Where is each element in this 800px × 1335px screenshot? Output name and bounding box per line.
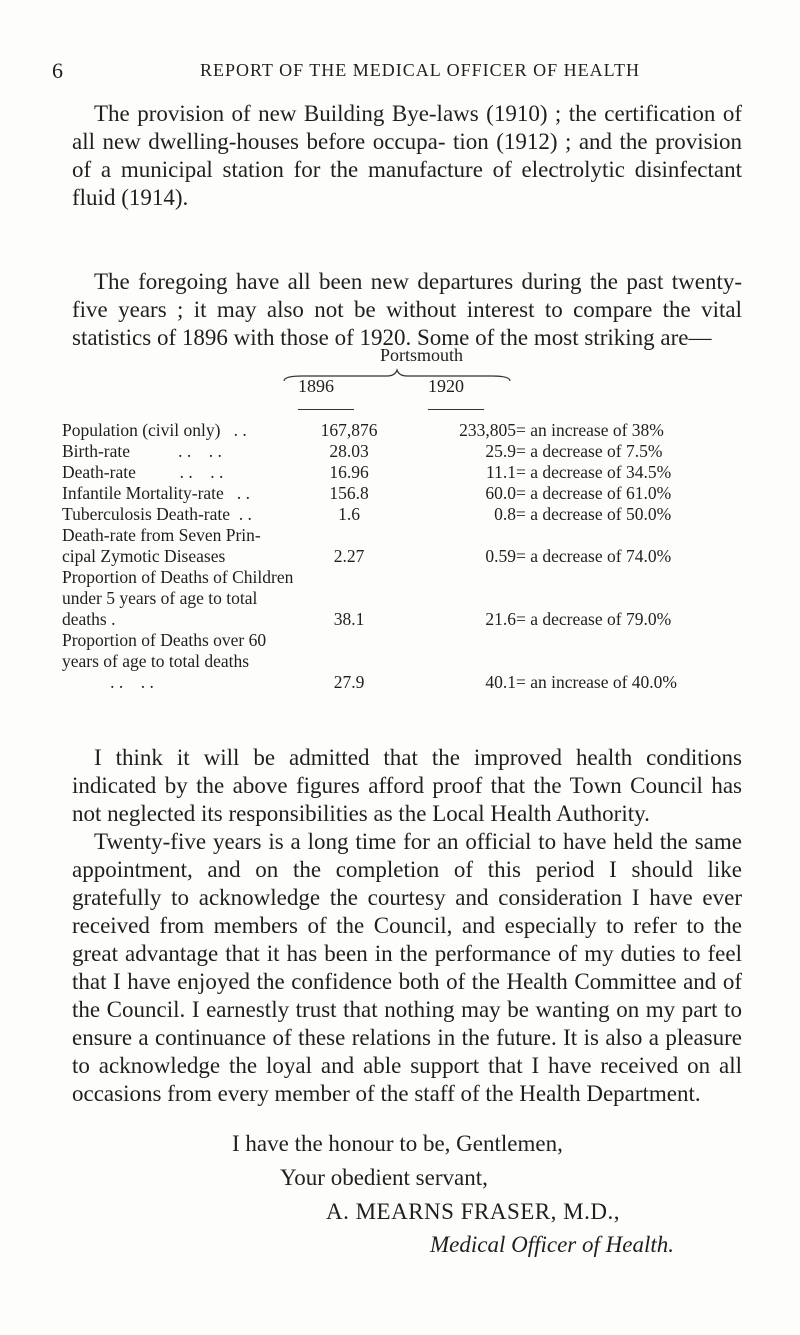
table-row bbox=[62, 420, 736, 441]
value-1920: 60.0 bbox=[485, 483, 516, 503]
table-row bbox=[62, 567, 736, 630]
paragraph-vital-statistics-intro: The foregoing have all been new departures during the past twenty-five years ; it may also not be without interest to compare the vital statistics of 1896 with those of 1920. Some of the most striking are— bbox=[72, 269, 742, 350]
row-label: Death-rate . . . . bbox=[62, 462, 224, 482]
paragraph-acknowledgement: Twenty-five years is a long time for an official to have held the same appointment, and on the completion of this period I should like gratefully to acknowledge the courtesy and consideration I have ever received from members of the Council, and especially to refer to the great advantage that it has been in the performance of my duties to feel that I have enjoyed the confidence both of the Health Committee and of the Council. I earnestly trust that nothing may be wanting on my part to ensure a continuance of these relations in the future. It is also a pleasure to acknowledge the loyal and able support that I have received on all occasions from every member of the staff of the Health Department. bbox=[72, 829, 742, 1106]
table-row bbox=[62, 504, 736, 525]
column-rule-1920 bbox=[428, 409, 484, 410]
column-rule-1896 bbox=[298, 409, 354, 410]
comparison: = a decrease of 74.0% bbox=[516, 546, 672, 566]
paragraph-improved-health: I think it will be admitted that the improved health conditions indicated by the above figures afford proof that the Town Council has not neglected its responsibilities as the Local Health Authority. bbox=[72, 745, 742, 826]
value-1896: 28.03 bbox=[329, 441, 369, 461]
value-1920: 40.1 bbox=[485, 672, 516, 692]
value-1896: 1.6 bbox=[338, 504, 360, 524]
comparison: = a decrease of 50.0% bbox=[516, 504, 672, 524]
vital-statistics-table bbox=[62, 420, 736, 693]
page-number: 6 bbox=[52, 58, 63, 83]
row-label: Population (civil only) . . bbox=[62, 420, 247, 440]
value-1920: 0.8 bbox=[494, 504, 516, 524]
column-header-1896: 1896 bbox=[298, 376, 334, 396]
comparison: = a decrease of 7.5% bbox=[516, 441, 663, 461]
table-row bbox=[62, 483, 736, 504]
table-row bbox=[62, 630, 736, 693]
row-label: Death-rate from Seven Prin- cipal Zymotic Diseases bbox=[62, 525, 261, 566]
comparison: = a decrease of 61.0% bbox=[516, 483, 672, 503]
comparison: = an increase of 38% bbox=[516, 420, 664, 440]
column-header-1920: 1920 bbox=[428, 376, 464, 396]
value-1896: 38.1 bbox=[333, 609, 365, 629]
running-header: REPORT OF THE MEDICAL OFFICER OF HEALTH bbox=[200, 60, 640, 80]
value-1920: 25.9 bbox=[485, 441, 516, 461]
comparison: = an increase of 40.0% bbox=[516, 672, 677, 692]
value-1920: 11.1 bbox=[486, 462, 516, 482]
value-1896: 27.9 bbox=[333, 672, 365, 692]
value-1896: 156.8 bbox=[329, 483, 369, 503]
row-label: Tuberculosis Death-rate . . bbox=[62, 504, 252, 524]
value-1920: 0.59 bbox=[485, 546, 516, 566]
table-row bbox=[62, 441, 736, 462]
paragraph-building-bye-laws: The provision of new Building Bye-laws (1910) ; the certification of all new dwelling-houses before occupa- tion (1912) ; and the provision of a municipal station for the manufacture of electrolytic disinfectant fluid (1914). bbox=[72, 101, 742, 210]
value-1920: 233,805 bbox=[459, 420, 516, 440]
row-label: Birth-rate . . . . bbox=[62, 441, 222, 461]
closing-honour: I have the honour to be, Gentlemen, bbox=[232, 1131, 563, 1156]
row-label: Proportion of Deaths of Children under 5 years of age to total deaths . bbox=[62, 567, 294, 629]
comparison: = a decrease of 34.5% bbox=[516, 462, 672, 482]
value-1896: 16.96 bbox=[329, 462, 369, 482]
signature-name: A. MEARNS FRASER, M.D., bbox=[326, 1199, 620, 1224]
table-caption: Portsmouth bbox=[380, 345, 464, 365]
closing-servant: Your obedient servant, bbox=[280, 1165, 488, 1190]
table-row bbox=[62, 525, 736, 567]
value-1896: 2.27 bbox=[333, 546, 365, 566]
signature-title: Medical Officer of Health. bbox=[430, 1232, 674, 1257]
row-label: Infantile Mortality-rate . . bbox=[62, 483, 251, 503]
comparison: = a decrease of 79.0% bbox=[516, 609, 672, 629]
table-row bbox=[62, 462, 736, 483]
value-1896: 167,876 bbox=[320, 420, 378, 440]
value-1920: 21.6 bbox=[485, 609, 516, 629]
row-label: Proportion of Deaths over 60 years of age to total deaths . . . . bbox=[62, 630, 267, 692]
